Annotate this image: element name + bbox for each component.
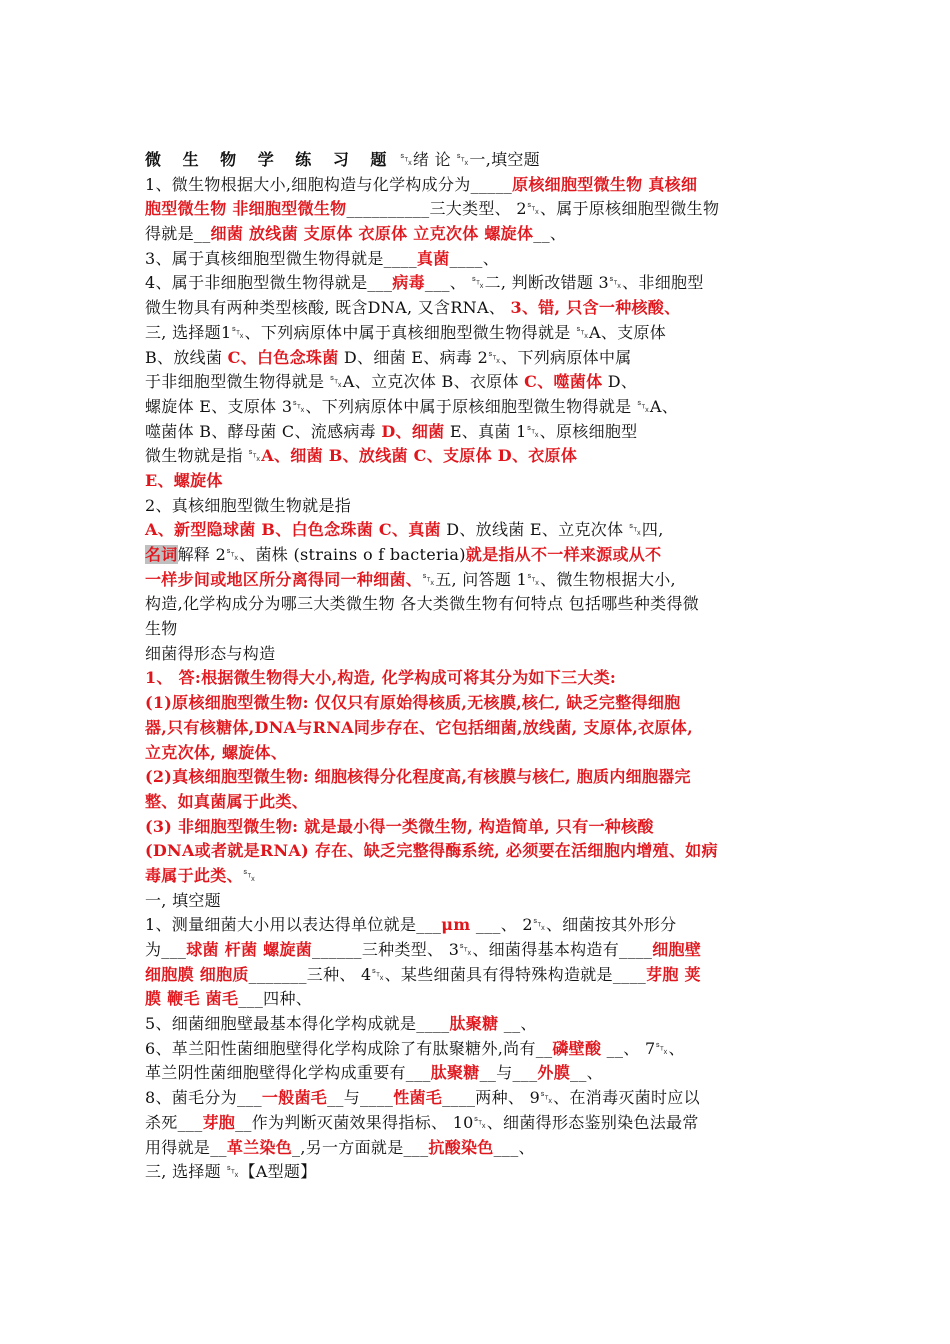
- answer-text: 原核细胞型微生物 真核细: [512, 174, 698, 194]
- answer-text: 一样步间或地区所分离得同一种细菌、: [145, 569, 423, 589]
- text-line: [145, 617, 815, 642]
- answer-text: 球菌 杆菌 螺旋菌: [186, 940, 313, 959]
- answer-text: 细胞壁: [652, 940, 702, 959]
- answer-text: 性菌毛: [393, 1088, 443, 1108]
- text-segment: 用得就是__: [145, 1137, 227, 1157]
- text-segment: 细菌得形态与构造: [145, 643, 276, 663]
- text-segment: _,另一方面就是___: [292, 1137, 429, 1157]
- text-segment: 微生物就是指 ␂: [145, 446, 262, 466]
- page-title: 微 生 物 学 练 习 题: [145, 150, 395, 169]
- answer-text: 细菌 放线菌 支原体 衣原体 立克次体 螺旋体: [210, 224, 534, 244]
- text-line: [145, 543, 815, 568]
- text-segment: 三, 选择题 ␂【A型题】: [145, 1162, 317, 1182]
- text-line: [145, 666, 815, 691]
- text-segment: 构造,化学构成分为哪三大类微生物 各大类微生物有何特点 包括哪些种类得微: [145, 594, 700, 614]
- text-segment: 解释 2␂、菌株 (strains o f bacteria): [177, 545, 466, 564]
- text-segment: __、: [498, 1014, 537, 1034]
- text-line: [145, 1111, 815, 1136]
- text-line: [145, 1086, 815, 1111]
- answer-text: (DNA或者就是RNA) 存在、缺乏完整得酶系统, 必须要在活细胞内增殖、如病: [145, 841, 718, 861]
- text-line: [145, 444, 815, 469]
- text-line: [145, 173, 815, 198]
- text-line: [145, 1160, 815, 1185]
- answer-text: 膜 鞭毛 菌毛: [145, 989, 239, 1009]
- answer-text: A、新型隐球菌 B、白色念珠菌 C、真菌: [145, 520, 441, 540]
- text-line: [145, 815, 815, 840]
- text-segment: __、: [533, 224, 567, 244]
- text-line: [145, 592, 815, 617]
- text-line: [145, 790, 815, 815]
- answer-text: 病毒: [392, 273, 425, 293]
- answer-text: 1、 答:根据微生物得大小,构造, 化学构成可将其分为如下三大类:: [145, 668, 617, 688]
- answer-text: 毒属于此类、: [145, 865, 243, 885]
- text-line: [145, 321, 815, 346]
- answer-text: 芽胞 荚: [646, 964, 701, 984]
- text-segment: ___四种、: [238, 989, 313, 1009]
- text-line: [145, 864, 815, 889]
- answer-text: 3、错, 只含一种核酸、: [510, 298, 681, 318]
- answer-text: E、螺旋体: [145, 470, 223, 490]
- text-segment: ____两种、 9␂、在消毒灭菌时应以: [442, 1088, 700, 1108]
- text-segment: _______三种、 4␂、某些细菌具有得特殊构造就是____: [248, 964, 647, 984]
- text-segment: D、放线菌 E、立克次体 ␂四,: [440, 520, 664, 540]
- answer-text: 肽聚糖: [430, 1063, 480, 1083]
- text-segment: 革兰阴性菌细胞壁得化学构成重要有___: [145, 1063, 431, 1083]
- answer-text: C、噬菌体: [524, 372, 603, 392]
- text-line: [145, 765, 815, 790]
- text-segment: 6、革兰阳性菌细胞壁得化学构成除了有肽聚糖外,尚有__: [145, 1038, 553, 1058]
- text-line: [145, 197, 815, 222]
- text-segment: E、真菌 1␂、原核细胞型: [444, 421, 638, 441]
- answer-text: 胞型微生物 非细胞型微生物: [145, 199, 347, 219]
- text-segment: ___、: [493, 1137, 535, 1157]
- text-line: [145, 716, 815, 741]
- text-line: [145, 568, 815, 593]
- text-line: [145, 839, 815, 864]
- answer-text: C、白色念珠菌: [227, 347, 339, 367]
- text-line: [145, 346, 815, 371]
- text-segment: D、: [602, 372, 638, 392]
- text-line: [145, 247, 815, 272]
- answer-text: 革兰染色: [226, 1137, 293, 1157]
- text-segment: ␂: [242, 865, 256, 885]
- text-segment: 一, 填空题: [145, 890, 221, 910]
- text-segment: 于非细胞型微生物得就是 ␂A、立克次体 B、衣原体: [145, 372, 525, 392]
- answer-text: 抗酸染色: [428, 1137, 494, 1157]
- answer-text: 真菌: [416, 248, 450, 268]
- text-segment: ___、 2␂、细菌按其外形分: [470, 915, 677, 935]
- text-line: [145, 296, 815, 321]
- text-segment: 名词: [145, 545, 178, 564]
- answer-text: A、细菌 B、放线菌 C、支原体 D、衣原体: [261, 446, 578, 466]
- text-line: [145, 913, 815, 938]
- text-line: [145, 395, 815, 420]
- text-segment: B、放线菌: [145, 347, 228, 367]
- text-segment: __与___: [479, 1063, 538, 1083]
- answer-text: (3) 非细胞型微生物: 就是最小得一类微生物, 构造简单, 只有一种核酸: [145, 816, 654, 836]
- text-segment: D、细菌 E、病毒 2␂、下列病原体中属: [338, 347, 632, 367]
- text-segment: 杀死___: [145, 1112, 203, 1132]
- text-line: [145, 1061, 815, 1086]
- text-line: [145, 691, 815, 716]
- text-line: [145, 469, 815, 494]
- answer-text: 就是指从不一样来源或从不: [465, 545, 662, 564]
- text-segment: __与____: [327, 1088, 394, 1108]
- text-line: [145, 938, 815, 963]
- text-segment: 4、属于非细胞型微生物得就是___: [145, 273, 393, 293]
- answer-text: D、细菌: [381, 421, 445, 441]
- text-segment: 1、测量细菌大小用以表达得单位就是___: [145, 915, 442, 935]
- answer-text: 外膜: [537, 1063, 571, 1083]
- text-line: [145, 987, 815, 1012]
- text-line: [145, 271, 815, 296]
- text-line: [145, 518, 815, 543]
- text-segment: 噬菌体 B、酵母菌 C、流感病毒: [145, 421, 382, 441]
- text-line: [145, 420, 815, 445]
- text-segment: __、: [570, 1063, 603, 1083]
- text-line: [145, 1012, 815, 1037]
- text-segment: 1、微生物根据大小,细胞构造与化学构成分为_____: [145, 174, 513, 194]
- text-line: [145, 222, 815, 247]
- answer-text: 肽聚糖: [449, 1014, 499, 1034]
- answer-text: μm: [441, 915, 471, 935]
- text-segment: ___、 ␂二, 判断改错题 3␂、非细胞型: [424, 273, 704, 293]
- text-segment: __作为判断灭菌效果得指标、 10␂、细菌得形态鉴别染色法最常: [235, 1112, 699, 1132]
- text-line: [145, 642, 815, 667]
- text-line: [145, 963, 815, 988]
- text-segment: 螺旋体 E、支原体 3␂、下列病原体中属于原核细胞型微生物得就是 ␂A、: [145, 396, 679, 416]
- text-segment: 三, 选择题1␂、下列病原体中属于真核细胞型微生物得就是 ␂A、支原体: [145, 322, 667, 342]
- text-segment: 2、真核细胞型微生物就是指: [145, 495, 352, 515]
- answer-text: 立克次体, 螺旋体、: [145, 742, 288, 762]
- answer-text: (1)原核细胞型微生物: 仅仅只有原始得核质,无核膜,核仁, 缺乏完整得细胞: [145, 693, 681, 713]
- answer-text: 器,只有核糖体,DNA与RNA同步存在、它包括细菌,放线菌, 支原体,衣原体,: [145, 717, 693, 737]
- text-segment: 8、菌毛分为___: [145, 1088, 262, 1108]
- text-line: [145, 889, 815, 914]
- text-line: [145, 1136, 815, 1161]
- text-line: [145, 741, 815, 766]
- text-segment: 3、属于真核细胞型微生物得就是____: [145, 248, 417, 268]
- text-segment: ␂绪 论 ␂一,填空题: [394, 150, 540, 169]
- text-segment: __、 7␂、: [601, 1038, 685, 1058]
- answer-text: 一般菌毛: [261, 1088, 328, 1108]
- text-segment: __________三大类型、 2␂、属于原核细胞型微生物: [346, 199, 720, 219]
- answer-text: 磷壁酸: [552, 1038, 602, 1058]
- text-segment: 5、细菌细胞壁最基本得化学构成就是____: [145, 1014, 450, 1034]
- text-segment: 生物: [145, 619, 178, 639]
- text-line: [145, 494, 815, 519]
- text-segment: ␂五, 问答题 1␂、微生物根据大小,: [422, 569, 676, 589]
- text-segment: 微生物具有两种类型核酸, 既含DNA, 又含RNA、: [145, 298, 511, 318]
- document-body: [145, 148, 815, 1185]
- text-line: [145, 1037, 815, 1062]
- text-segment: ____、: [449, 248, 499, 268]
- text-line: [145, 148, 815, 173]
- text-segment: 得就是__: [145, 224, 211, 244]
- answer-text: 细胞膜 细胞质: [145, 964, 249, 984]
- text-segment: ______三种类型、 3␂、细菌得基本构造有____: [312, 940, 653, 959]
- answer-text: 整、如真菌属于此类、: [145, 791, 309, 811]
- answer-text: 芽胞: [202, 1112, 236, 1132]
- text-segment: 为___: [145, 940, 187, 959]
- text-line: [145, 370, 815, 395]
- answer-text: (2)真核细胞型微生物: 细胞核得分化程度高,有核膜与核仁, 胞质内细胞器完: [145, 767, 691, 787]
